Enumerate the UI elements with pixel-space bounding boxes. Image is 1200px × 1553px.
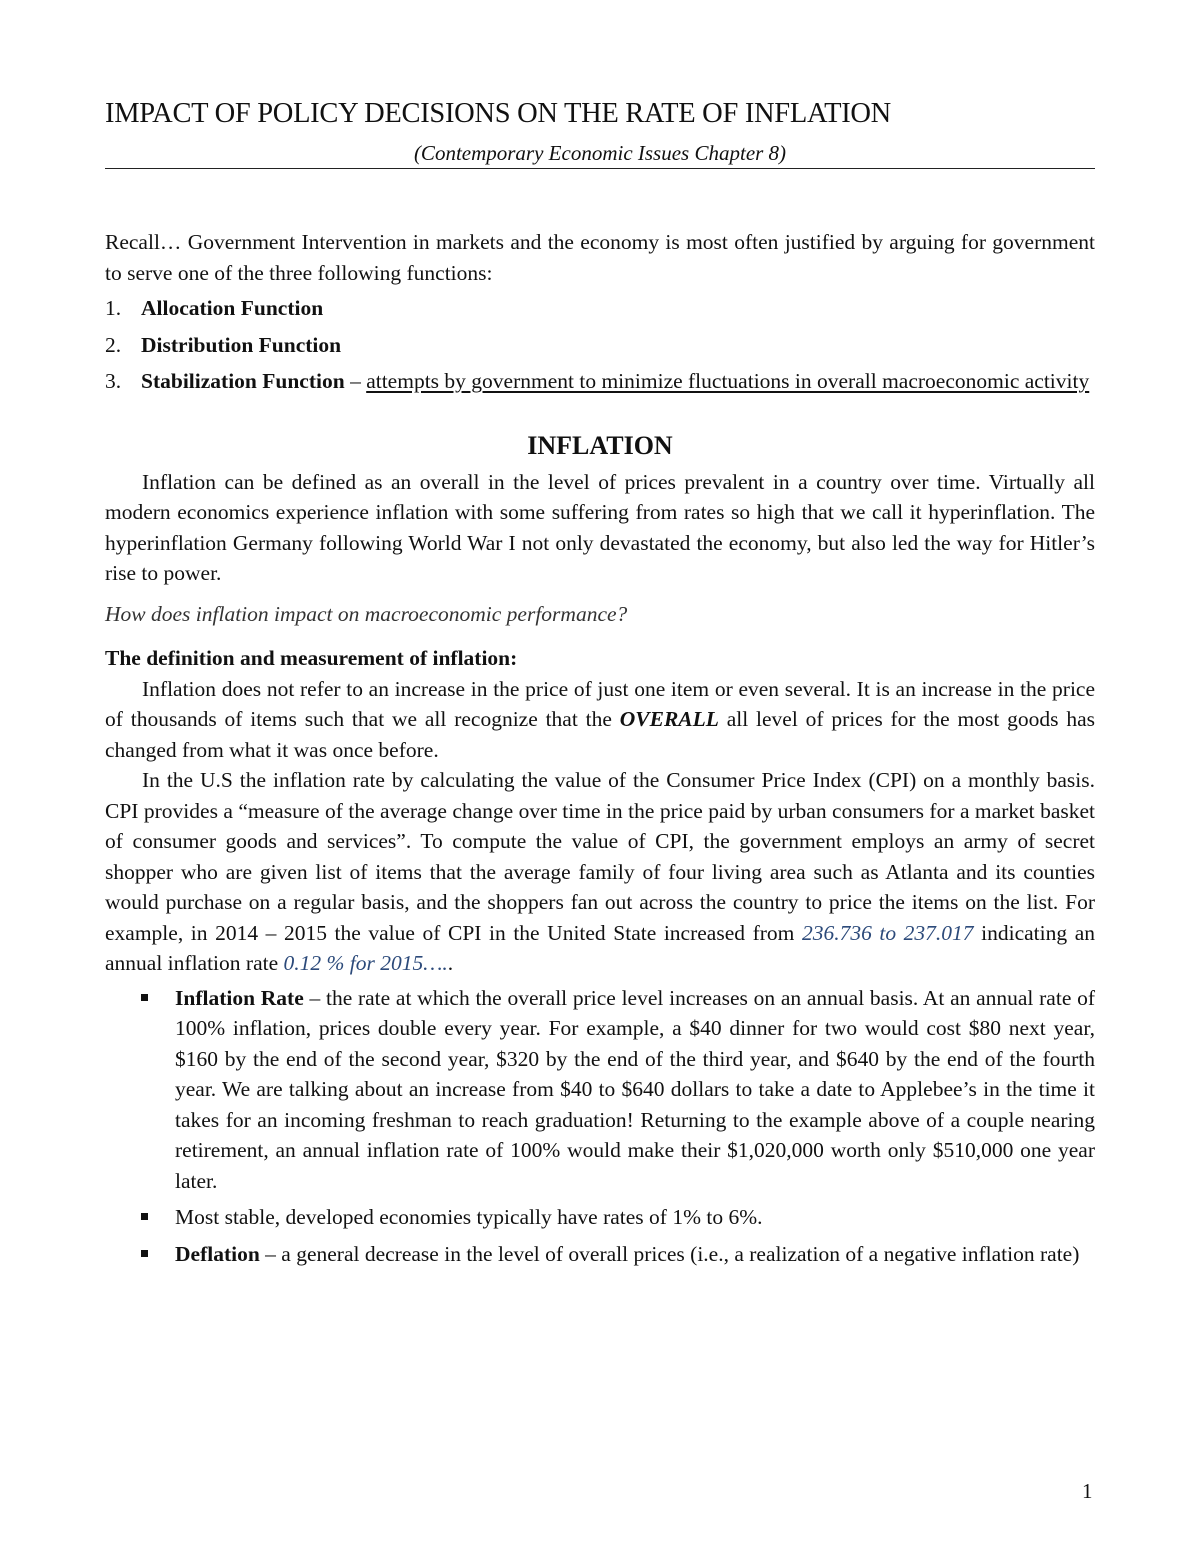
list-number: 2. — [105, 332, 122, 357]
inflation-rate-value: 0.12 % for 2015…. — [283, 951, 448, 975]
list-item — [105, 293, 1095, 324]
bullet-term: Deflation — [175, 1241, 260, 1266]
square-bullet-icon — [141, 1213, 148, 1220]
stabilization-description: attempts by government to minimize fluctuations in overall macroeconomic activity — [366, 369, 1090, 393]
functions-list — [105, 293, 1095, 397]
page-number: 1 — [1082, 1479, 1093, 1503]
list-item — [105, 330, 1095, 361]
square-bullet-icon — [141, 1250, 148, 1257]
definition-paragraph-1: Inflation does not refer to an increase in the price of just one item or even several. It is an increase in the price of thousands of items such that we all recognize that the OVERALL all level of prices for the most goods has changed from what it was once before. — [105, 676, 1095, 762]
list-label: Distribution Function — [141, 332, 342, 357]
list-item — [105, 1202, 1095, 1233]
list-number: 3. — [105, 369, 122, 393]
definition-subheading: The definition and measurement of inflation: — [105, 646, 518, 670]
cpi-values: 236.736 to 237.017 — [801, 920, 974, 945]
inflation-paragraph: Inflation can be defined as an overall in the level of prices prevalent in a country over time. Virtually all modern economics experience inflation with some suffering from rates so high that we call it hyperinflation. The hyperinflation Germany following World War I not only devastated the economy, but also led the way for Hitler’s rise to power. — [105, 469, 1095, 585]
bullet-text: – the rate at which the overall price level increases on an annual basis. At an annual rate of 100% inflation, prices double every year. For example, a $40 dinner for two would cost $80 next year, $160 by the end of the second year, $320 by the end of the third year, and $640 by the end of the fourth year. We are talking about an increase from $40 to $640 dollars to take a date to Applebee’s in the time it takes for an incoming freshman to reach graduation! Returning to the example above of a couple nearing retirement, an annual inflation rate of 100% would make their $1,020,000 worth only $510,000 one year later. — [175, 985, 1095, 1193]
list-label: Stabilization Function — [141, 369, 345, 393]
bullet-text: Most stable, developed economies typically have rates of 1% to 6%. — [175, 1205, 763, 1229]
inflation-question: How does inflation impact on macroeconomic performance? — [105, 601, 628, 626]
document-body — [105, 227, 1095, 1275]
recall-intro: Recall… Government Intervention in markets and the economy is most often justified by arguing for government to serve one of the three following functions: — [105, 230, 1095, 285]
title-rule — [105, 168, 1095, 169]
section-heading-inflation: INFLATION — [527, 430, 673, 460]
definition-paragraph-2: In the U.S the inflation rate by calculating the value of the Consumer Price Index (CPI) on a monthly basis. CPI provides a “measure of the average change over time in the price paid by urban consumers for a market basket of consumer goods and services”. To compute the value of CPI, the government employs an army of secret shopper who are given list of items that the average family of four living area such as Atlanta and its counties would purchase on a regular basis, and the shoppers fan out across the country to price the items on the list. For example, in 2014 – 2015 the value of CPI in the United State increased from 236.736 to 237.017 indicating an annual inflation rate 0.12 % for 2015….. — [105, 768, 1095, 975]
bullet-text: – a general decrease in the level of overall prices (i.e., a realization of a negative inflation rate) — [259, 1241, 1080, 1266]
bullet-list — [105, 983, 1095, 1270]
list-number: 1. — [105, 296, 122, 320]
document-subtitle: (Contemporary Economic Issues Chapter 8) — [413, 141, 787, 165]
overall-emphasis: OVERALL — [619, 707, 719, 731]
document-title: IMPACT OF POLICY DECISIONS ON THE RATE OF INFLATION — [105, 98, 891, 129]
bullet-term: Inflation Rate — [175, 985, 304, 1010]
list-item — [105, 1239, 1095, 1270]
square-bullet-icon — [141, 994, 148, 1001]
list-dash: – — [344, 369, 367, 393]
list-label: Allocation Function — [141, 296, 324, 320]
list-item — [105, 366, 1095, 397]
list-item — [105, 983, 1095, 1197]
